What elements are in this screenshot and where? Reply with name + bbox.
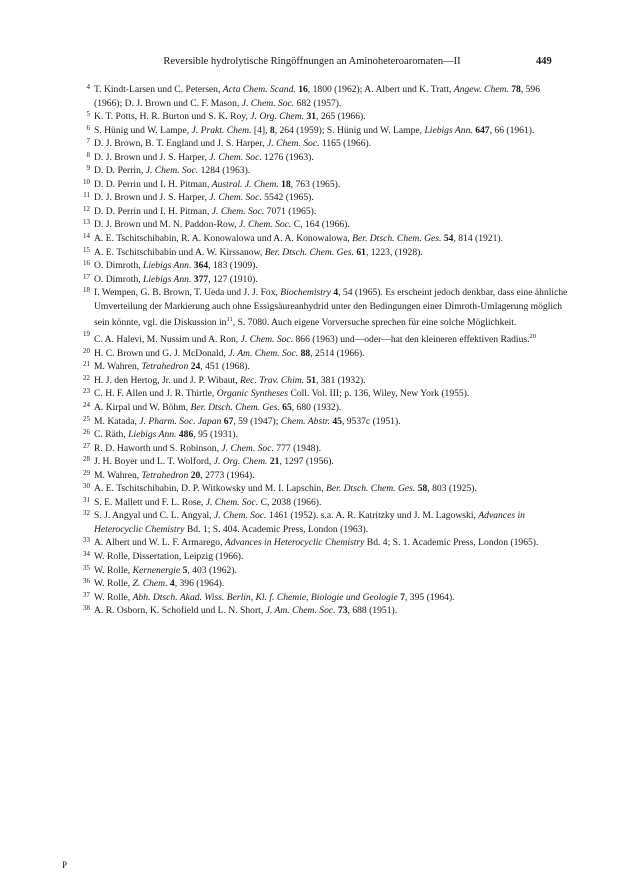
reference-text xyxy=(94,219,350,230)
reference-number: 15 xyxy=(83,245,90,254)
reference-item xyxy=(76,232,568,246)
volume-number: 16 xyxy=(298,84,308,95)
reference-segment: , 451 (1968). xyxy=(200,361,250,373)
reference-segment: A. E. Tschitschibabin, D. P. Witkowsky und M. I. Lapschin, xyxy=(94,483,327,495)
reference-segment: J. H. Boyer und L. T. Wolford, xyxy=(94,456,214,468)
reference-segment: O. Dimroth, xyxy=(94,260,144,272)
journal-name: J. Chem. Soc. xyxy=(145,165,199,177)
reference-segment: [4], xyxy=(251,124,270,136)
volume-number: 4 xyxy=(333,287,339,299)
reference-segment: 1165 (1966). xyxy=(319,138,372,150)
reference-item xyxy=(76,577,568,591)
journal-name: Ber. Dtsch. Chem. Ges. xyxy=(264,246,354,258)
journal-name: Abh. Dtsch. Akad. Wiss. Berlin, Kl. f. Chemie, Biologie und Geologie xyxy=(132,591,398,603)
reference-segment: H. C. Brown und G. J. McDonald, xyxy=(94,347,229,359)
reference-segment: , 66 (1961). xyxy=(489,124,535,136)
reference-number: 28 xyxy=(83,455,90,464)
reference-item xyxy=(76,205,568,219)
reference-segment: K. T. Potts, H. R. Burton und S. K. Roy, xyxy=(94,111,251,123)
journal-name: Acta Chem. Scand. xyxy=(222,84,296,95)
reference-item xyxy=(76,218,568,232)
reference-item xyxy=(76,124,568,138)
reference-number: 17 xyxy=(83,272,90,281)
journal-name: Liebigs Ann. xyxy=(128,429,177,441)
reference-text xyxy=(94,510,525,535)
reference-text xyxy=(94,416,401,427)
journal-name: J. Pharm. Soc. Japan xyxy=(139,415,222,427)
reference-text xyxy=(94,287,567,328)
citation-superscript: 20 xyxy=(529,333,536,341)
reference-item xyxy=(76,330,568,347)
reference-number: 4 xyxy=(86,83,90,91)
reference-text xyxy=(94,429,238,440)
reference-segment: A. Kirpal und W. Böhm, xyxy=(94,401,191,413)
journal-name: J. Chem. Soc. xyxy=(205,496,259,508)
reference-segment: , S. 7080. Auch eigene Vorversuche sprechen für eine solche Möglichkeit. xyxy=(232,317,517,329)
reference-text xyxy=(94,179,340,190)
reference-segment: , 680 (1932). xyxy=(291,401,342,413)
volume-number: 65 xyxy=(282,401,292,413)
reference-segment: D. D. Perrin und I. H. Pitman, xyxy=(94,178,212,190)
volume-number: 364 xyxy=(193,260,209,272)
reference-text xyxy=(94,334,536,345)
journal-name: J. Am. Chem. Soc. xyxy=(228,347,299,359)
reference-segment: , 59 (1947); xyxy=(233,415,281,427)
reference-item xyxy=(76,286,568,330)
journal-name: Advances in Heterocyclic Chemistry xyxy=(94,510,525,535)
reference-segment: D. D. Perrin und I. H. Pitman, xyxy=(94,205,212,217)
reference-number: 30 xyxy=(83,482,90,491)
reference-item xyxy=(76,482,568,496)
reference-number: 24 xyxy=(83,400,90,409)
reference-segment: D. J. Brown, B. T. England und J. S. Harper, xyxy=(94,138,268,150)
volume-number: 45 xyxy=(332,415,342,427)
reference-number: 19 xyxy=(83,330,90,339)
reference-text xyxy=(94,274,258,285)
journal-name: J. Chem. Soc. xyxy=(209,151,262,163)
reference-number: 21 xyxy=(83,360,90,369)
reference-segment: , 54 (1965). Es erscheint jedoch denkbar, dass eine ähnliche Umverteilung der Markierung auch ohne Essigsäureanhydrid unter den Bedingungen einer Dimroth-Umlagerung möglich sein könnte, vgl. die Diskussion in xyxy=(94,287,568,329)
journal-name: Advances in Heterocyclic Chemistry xyxy=(224,537,365,549)
reference-segment: H. J. den Hertog, Jr. und J. P. Wibaut, xyxy=(94,374,241,386)
reference-text xyxy=(94,470,255,481)
volume-number: 78 xyxy=(511,84,521,95)
reference-number: 10 xyxy=(83,177,90,186)
reference-number: 32 xyxy=(83,509,90,518)
reference-text xyxy=(94,348,365,359)
reference-segment: , 264 (1959); S. Hünig und W. Lampe, xyxy=(274,124,425,136)
reference-segment: 1276 (1963). xyxy=(261,151,314,163)
reference-item xyxy=(76,564,568,578)
reference-number: 38 xyxy=(83,604,90,613)
reference-segment: , 183 (1909). xyxy=(208,260,258,272)
reference-segment: Bd. 4; S. 1. Academic Press, London (1965). xyxy=(364,537,539,549)
reference-item xyxy=(76,387,568,401)
reference-segment: 7071 (1965). xyxy=(264,205,317,217)
reference-segment: 1284 (1963). xyxy=(198,165,251,177)
reference-item xyxy=(76,604,568,618)
reference-segment: 682 (1957). xyxy=(294,97,342,109)
reference-number: 36 xyxy=(83,577,90,586)
journal-name: J. Org. Chem. xyxy=(250,111,305,123)
reference-item xyxy=(76,591,568,605)
reference-text xyxy=(94,388,469,399)
journal-name: Tetrahedron xyxy=(141,469,189,481)
reference-segment: , 95 (1931). xyxy=(193,429,239,441)
reference-number: 22 xyxy=(83,373,90,382)
reference-number: 6 xyxy=(86,123,90,132)
reference-number: 7 xyxy=(86,137,90,146)
journal-name: J. Org. Chem. xyxy=(213,456,268,468)
journal-name: Liebigs Ann. xyxy=(143,273,192,285)
reference-text xyxy=(94,375,366,386)
reference-segment: Bd. 1; S. 404. Academic Press, London (1963). xyxy=(184,523,369,535)
reference-list xyxy=(76,83,568,618)
reference-item xyxy=(76,347,568,361)
reference-item xyxy=(76,401,568,415)
journal-name: Biochemistry xyxy=(280,287,331,299)
volume-number: 51 xyxy=(306,374,317,386)
reference-number: 37 xyxy=(83,590,90,599)
signature-mark: P xyxy=(62,860,68,870)
reference-text xyxy=(94,361,250,372)
reference-segment: , 127 (1910). xyxy=(208,273,258,285)
running-head xyxy=(0,56,624,72)
reference-number: 9 xyxy=(86,164,90,173)
volume-number: 21 xyxy=(269,456,280,468)
journal-name: Kernenergie xyxy=(132,564,181,576)
journal-name: Organic Syntheses xyxy=(216,388,289,400)
journal-name: Ber. Dtsch. Chem. Ges. xyxy=(190,401,280,413)
volume-number: 18 xyxy=(281,178,291,190)
volume-number: 8 xyxy=(269,124,275,136)
reference-segment: D. J. Brown und J. S. Harper, xyxy=(94,192,210,204)
reference-segment: , 763 (1965). xyxy=(290,178,341,190)
reference-segment: 777 (1948). xyxy=(273,442,322,454)
reference-segment: , 396 (1964). xyxy=(174,578,225,590)
journal-name: Rec. Trav. Chim. xyxy=(240,374,305,386)
journal-name: Ber. Dtsch. Chem. Ges. xyxy=(352,233,442,245)
volume-number: 58 xyxy=(417,483,428,495)
reference-segment: S. J. Angyal und C. L. Angyal, xyxy=(94,510,214,522)
volume-number: 377 xyxy=(193,273,209,285)
reference-item xyxy=(76,428,568,442)
reference-text xyxy=(94,165,250,176)
volume-number: 24 xyxy=(190,361,201,373)
journal-name: J. Chem. Soc. xyxy=(267,138,320,150)
reference-text xyxy=(94,247,423,258)
reference-number: 20 xyxy=(83,346,90,355)
volume-number: 20 xyxy=(190,469,201,481)
reference-item xyxy=(76,259,568,273)
reference-number: 35 xyxy=(83,563,90,572)
volume-number: 31 xyxy=(306,111,317,123)
volume-number: 67 xyxy=(223,415,234,427)
reference-segment: , 265 (1966). xyxy=(316,111,366,123)
reference-number: 14 xyxy=(83,232,90,241)
reference-segment: 5542 (1965). xyxy=(261,192,314,204)
reference-segment: W. Rolle, xyxy=(94,578,133,590)
reference-text xyxy=(94,456,334,467)
reference-text xyxy=(94,138,371,149)
reference-item xyxy=(76,273,568,287)
reference-text xyxy=(94,206,316,217)
volume-number: 88 xyxy=(300,347,311,359)
reference-segment: , 1800 (1962); A. Albert und K. Tratt, xyxy=(307,84,454,95)
journal-name: J. Chem. Soc. xyxy=(209,192,262,204)
reference-segment: , 596 (1966); D. J. Brown und C. F. Mason, xyxy=(94,84,541,109)
reference-number: 31 xyxy=(83,495,90,504)
reference-number: 18 xyxy=(83,286,90,295)
reference-text xyxy=(94,605,397,616)
reference-number: 34 xyxy=(83,549,90,558)
reference-text xyxy=(94,483,477,494)
reference-segment: W. Rolle, Dissertation, Leipzig (1966). xyxy=(94,550,244,562)
reference-segment: , 1297 (1956). xyxy=(279,456,334,468)
journal-name: Ber. Dtsch. Chem. Ges. xyxy=(326,483,416,495)
reference-number: 25 xyxy=(83,414,90,423)
reference-segment: , 688 (1951). xyxy=(347,605,398,617)
journal-name: J. Chem. Soc. xyxy=(213,510,267,522)
reference-text xyxy=(94,551,243,562)
reference-segment: S. Hünig und W. Lampe, xyxy=(94,124,192,136)
reference-segment: D. J. Brown und M. N. Paddon-Row, xyxy=(94,219,239,231)
reference-segment: Coll. Vol. III; p. 136, Wiley, New York (1955). xyxy=(288,388,470,400)
journal-name: J. Am. Chem. Soc. xyxy=(265,605,336,617)
reference-item xyxy=(76,550,568,564)
reference-item xyxy=(76,137,568,151)
journal-name: J. Chem. Soc. xyxy=(241,97,295,109)
reference-segment: A. Albert und W. L. F. Armarego, xyxy=(94,537,225,549)
reference-number: 8 xyxy=(86,150,90,159)
reference-item xyxy=(76,151,568,165)
reference-segment: M. Wahren, xyxy=(94,469,142,481)
journal-name: Liebigs Ann. xyxy=(143,260,192,272)
journal-name: J. Chem. Soc. xyxy=(211,205,265,217)
reference-segment: C, 164 (1966). xyxy=(291,219,350,231)
reference-text xyxy=(94,578,224,589)
reference-item xyxy=(76,536,568,550)
journal-name: Austral. J. Chem. xyxy=(211,178,279,190)
reference-number: 33 xyxy=(83,536,90,545)
volume-number: 486 xyxy=(178,429,194,441)
reference-item xyxy=(76,178,568,192)
reference-item xyxy=(76,469,568,483)
reference-item xyxy=(76,509,568,536)
reference-segment: , 395 (1964). xyxy=(405,591,455,603)
reference-item xyxy=(76,246,568,260)
reference-item xyxy=(76,415,568,429)
reference-segment: A. E. Tschitschibabin und A. W. Kirssanow, xyxy=(94,246,265,258)
volume-number: 54 xyxy=(443,233,454,245)
reference-item xyxy=(76,191,568,205)
journal-name: Tetrahedron xyxy=(141,361,189,373)
reference-text xyxy=(94,192,314,203)
reference-segment: D. D. Perrin, xyxy=(94,165,146,177)
reference-text xyxy=(94,111,366,122)
volume-number: 5 xyxy=(182,564,188,576)
reference-segment: W. Rolle, xyxy=(94,591,133,603)
reference-text xyxy=(94,592,455,603)
reference-segment: A. R. Osborn, K. Schofield und L. N. Short, xyxy=(94,605,266,617)
reference-number: 27 xyxy=(83,441,90,450)
volume-number: 73 xyxy=(337,605,348,617)
reference-segment: W. Rolle, xyxy=(94,564,133,576)
journal-name: J. Chem. Soc. xyxy=(221,442,274,454)
reference-item xyxy=(76,496,568,510)
reference-item xyxy=(76,360,568,374)
reference-number: 13 xyxy=(83,218,90,227)
reference-segment: O. Dimroth, xyxy=(94,273,144,285)
reference-segment: T. Kindt-Larsen und C. Petersen, xyxy=(94,84,223,95)
reference-number: 12 xyxy=(83,204,90,213)
reference-item xyxy=(76,442,568,456)
reference-segment: C, 2038 (1966). xyxy=(258,496,322,508)
journal-name: Liebigs Ann. xyxy=(424,124,473,136)
reference-text xyxy=(94,125,534,136)
reference-number: 26 xyxy=(83,428,90,437)
reference-segment: C. H. F. Allen und J. R. Thirtle, xyxy=(94,388,217,400)
reference-text xyxy=(94,497,321,508)
reference-number: 5 xyxy=(86,110,90,119)
reference-segment: , 803 (1925). xyxy=(427,483,477,495)
reference-text xyxy=(94,233,503,244)
reference-segment: , 403 (1962). xyxy=(187,564,237,576)
reference-segment: , 2773 (1964). xyxy=(200,469,255,481)
volume-number: 7 xyxy=(400,591,405,603)
reference-text xyxy=(94,443,321,454)
reference-segment: , 1223, (1928). xyxy=(365,246,423,258)
journal-name: Chem. Abstr. xyxy=(280,415,330,427)
journal-name: J. Prakt. Chem. xyxy=(191,124,252,136)
reference-segment: M. Katada, xyxy=(94,415,140,427)
reference-segment: , 2514 (1966). xyxy=(310,347,365,359)
reference-number: 29 xyxy=(83,468,90,477)
journal-name: J. Chem. Soc. xyxy=(240,334,294,346)
reference-number: 11 xyxy=(83,191,90,200)
reference-text xyxy=(94,537,538,548)
reference-text xyxy=(94,402,341,413)
journal-name: Z. Chem. xyxy=(132,578,168,590)
reference-segment: C. A. Halevi, M. Nussim und A. Ron, xyxy=(94,334,241,346)
reference-segment: 866 (1963) und—oder—hat den kleineren effektiven Radius. xyxy=(293,334,530,346)
reference-segment: , 9537c (1951). xyxy=(341,415,401,427)
reference-segment: R. D. Haworth und S. Robinson, xyxy=(94,442,222,454)
reference-item xyxy=(76,164,568,178)
reference-segment: D. J. Brown und J. S. Harper, xyxy=(94,151,210,163)
reference-segment: M. Wahren, xyxy=(94,361,142,373)
volume-number: 4 xyxy=(169,578,175,590)
reference-number: 16 xyxy=(83,259,90,268)
reference-segment: S. E. Mallett und F. L. Rose, xyxy=(94,496,206,508)
running-title: Reversible hydrolytische Ringöffnungen an Aminoheteroaromaten—II xyxy=(163,56,461,67)
citation-superscript: 11 xyxy=(226,316,233,324)
reference-segment: A. E. Tschitschibabin, R. A. Konowalowa und A. A. Konowalowa, xyxy=(94,233,353,245)
reference-text xyxy=(94,84,540,109)
reference-segment: I. Wempen, G. B. Brown, T. Ueda und J. J. Fox, xyxy=(94,287,281,299)
reference-number: 23 xyxy=(83,387,90,396)
page-number: 449 xyxy=(536,56,552,67)
journal-name: J. Chem. Soc. xyxy=(238,219,292,231)
reference-item xyxy=(76,374,568,388)
reference-segment: 1461 (1952). s.a. A. R. Katritzky und J. M. Lagowski, xyxy=(266,510,479,522)
reference-text xyxy=(94,565,237,576)
volume-number: 647 xyxy=(475,124,490,136)
reference-item xyxy=(76,455,568,469)
reference-segment: , 814 (1921). xyxy=(453,233,503,245)
journal-name: Angew. Chem. xyxy=(453,84,509,95)
reference-item xyxy=(76,110,568,124)
reference-text xyxy=(94,260,258,271)
reference-item xyxy=(76,83,568,110)
reference-segment: , 381 (1932). xyxy=(316,374,366,386)
reference-text xyxy=(94,152,314,163)
volume-number: 61 xyxy=(356,246,366,258)
reference-segment: C. Räth, xyxy=(94,429,129,441)
